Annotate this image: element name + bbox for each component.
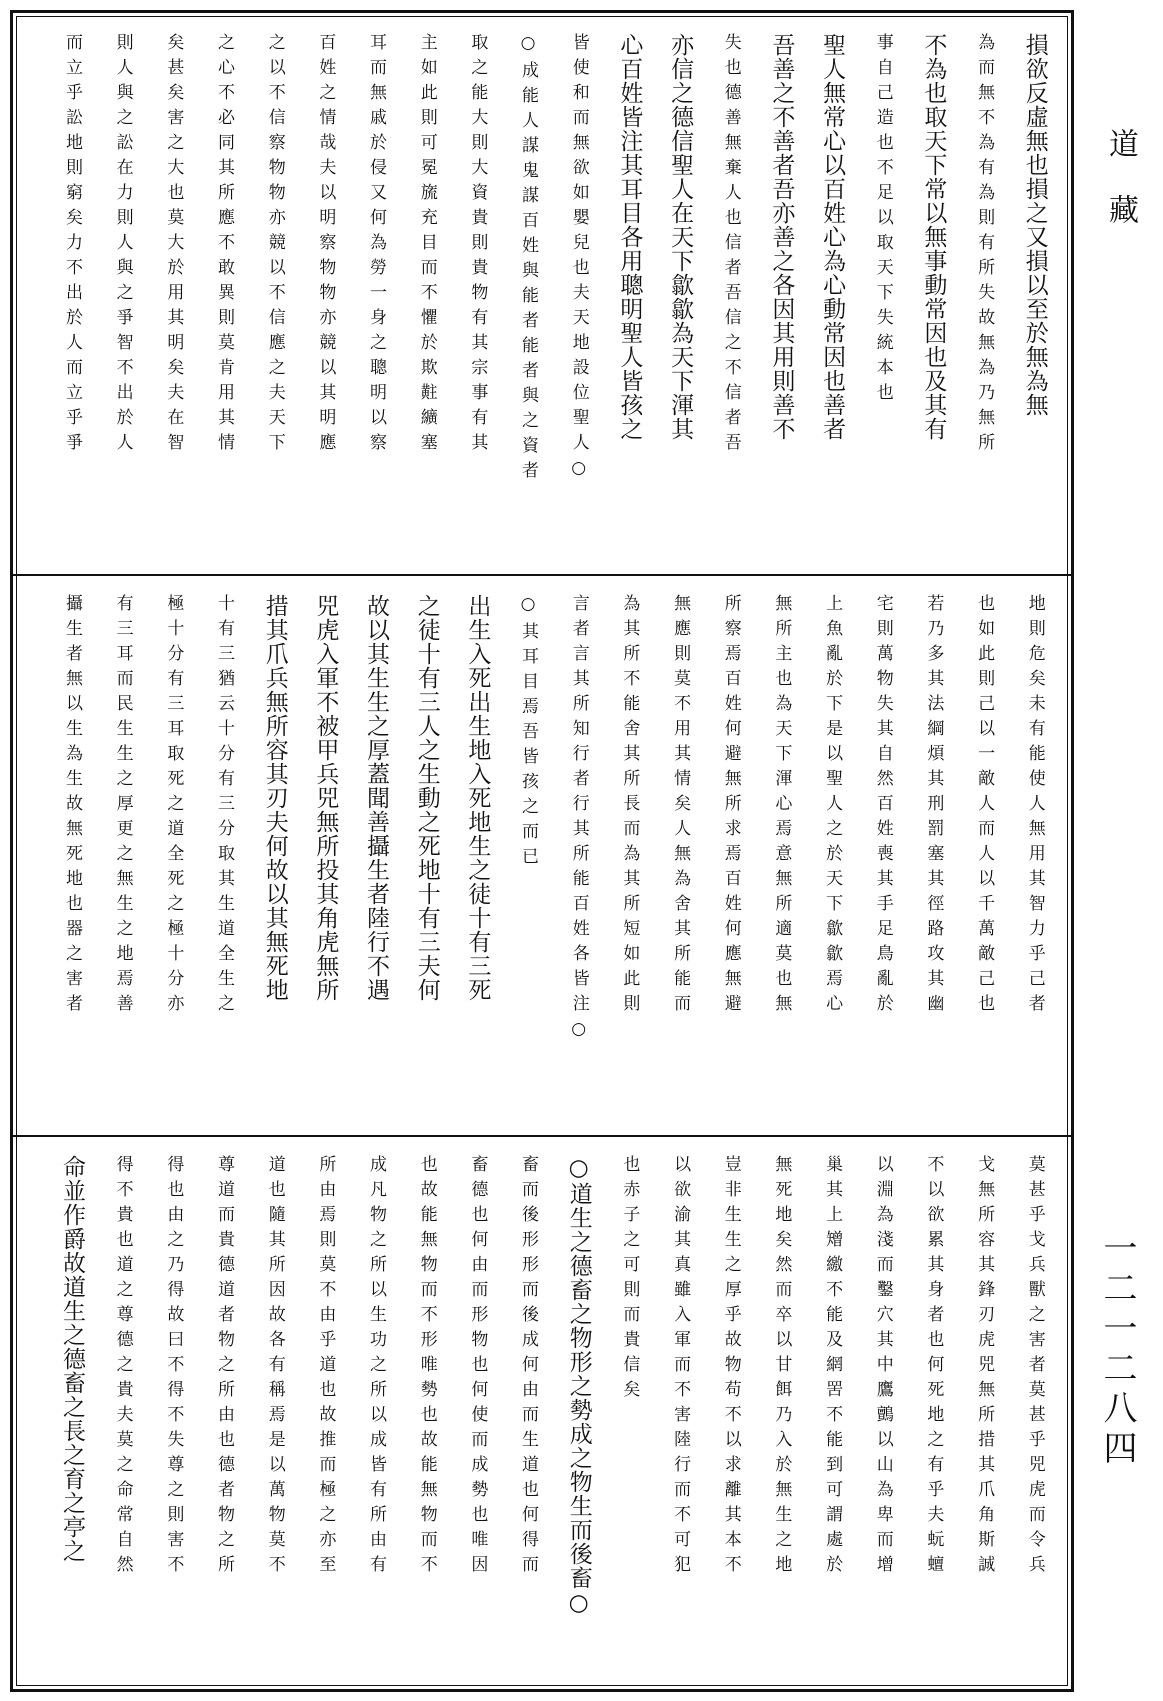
text-column: 極十分有三耳取死之道全死之極十分亦	[163, 594, 184, 1019]
text-column: ○成能人謀鬼謀百姓與能者能者與之資者	[518, 33, 539, 486]
collection-title: 道藏	[1103, 128, 1138, 260]
text-column: 也故能無物而不形唯勢也故能無物而不	[416, 1155, 437, 1580]
text-columns-bottom	[53, 1155, 1053, 1675]
text-column: 以淵為淺而鑿穴其中鷹鸇以山為卑而增	[872, 1155, 893, 1580]
text-column: 聖人無常心以百姓心為心動常因也善者	[819, 33, 846, 441]
text-column: 豈非生生之厚乎故物苟不以求離其本不	[720, 1155, 741, 1580]
text-column: 為而無不為有為則有所失故無為乃無所	[974, 33, 995, 458]
text-column: 之徒十有三人之生動之死地十有三夫何	[413, 594, 440, 1002]
text-column: 失也德善無棄人也信者吾信之不信者吾	[720, 33, 741, 458]
text-column: 無所主也為天下渾心焉意無所適莫也無	[771, 594, 792, 1019]
text-column: 為其所不能舍其所長而為其所短如此則	[619, 594, 640, 1019]
text-column: 措其爪兵無所容其刃夫何故以其無死地	[261, 594, 288, 1002]
text-column: 無死地矣然而卒以甘餌乃入於無生之地	[771, 1155, 792, 1580]
text-column: 取之能大則大資貴則貴物有其宗事有其	[467, 33, 488, 458]
text-column: 畜而後形形而後成何由而生道也何得而	[518, 1155, 539, 1580]
text-column: 也赤子之可則而貴信矣	[619, 1155, 640, 1405]
text-column: 之以不信察物物亦競以不信應之夫天下	[264, 33, 285, 458]
text-column: ○道生之德畜之物形之勢成之物生而後畜○	[565, 1155, 592, 1617]
text-columns-top	[53, 33, 1053, 560]
text-column: 巢其上矰繳不能及網罟不能到可謂處於	[822, 1155, 843, 1580]
text-column: 尊道而貴德道者物之所由也德者物之所	[214, 1155, 235, 1580]
text-column: 地則危矣未有能使人無用其智力乎己者	[1024, 594, 1045, 1019]
text-column: 皆使和而無欲如嬰兒也夫天地設位聖人○	[568, 33, 589, 486]
text-column: ○其耳目焉吾皆孩之而已	[518, 594, 539, 872]
text-column: 攝生者無以生為生故無死地也器之害者	[62, 594, 82, 1019]
text-column: 宅則萬物失其自然百姓喪其手足鳥亂於	[872, 594, 893, 1019]
text-column: 故以其生生之厚蓋聞善攝生者陸行不遇	[363, 594, 390, 1002]
text-column: 莫甚乎戈兵獸之害者莫甚乎兕虎而令兵	[1024, 1155, 1045, 1580]
text-column: 所由焉則莫不由乎道也故推而極之亦至	[315, 1155, 336, 1580]
text-column: 不以欲累其身者也何死地之有乎夫蚖蟺	[923, 1155, 944, 1580]
text-column: 也如此則己以一敵人而人以千萬敵己也	[974, 594, 995, 1019]
text-column: 而立乎訟地則窮矣力不出於人而立乎爭	[62, 33, 82, 458]
panel-bottom	[13, 1135, 1071, 1689]
text-column: 耳而無戚於侵又何為勞一身之聰明以察	[366, 33, 387, 458]
text-column: 矣甚矣害之大也莫大於用其明矣夫在智	[163, 33, 184, 458]
text-column: 吾善之不善者吾亦善之各因其用則善不	[768, 33, 795, 441]
text-column: 所察焉百姓何避無所求焉百姓何應無避	[720, 594, 741, 1019]
text-column: 則人與之訟在力則人與之爭智不出於人	[112, 33, 133, 458]
page-frame	[10, 10, 1074, 1692]
text-column: 無應則莫不用其情矣人無為舍其所能而	[670, 594, 691, 1019]
text-column: 兕虎入軍不被甲兵兕無所投其角虎無所	[312, 594, 339, 1002]
text-column: 得不貴也道之尊德之貴夫莫之命常自然	[112, 1155, 133, 1580]
text-column: 得也由之乃得故曰不得不失尊之則害不	[163, 1155, 184, 1580]
text-column: 不為也取天下常以無事動常因也及其有	[920, 33, 947, 441]
text-column: 言者言其所知行者行其所能百姓各皆注○	[568, 594, 589, 1047]
text-column: 成凡物之所以生功之所以成皆有所由有	[366, 1155, 387, 1580]
panel-top	[13, 13, 1071, 576]
text-column: 之心不必同其所應不敢異則莫肯用其情	[214, 33, 235, 458]
text-column: 命並作爵故道生之德畜之長之育之亭之	[59, 1155, 85, 1563]
text-column: 上魚亂於下是以聖人之於天下歙歙焉心	[822, 594, 843, 1019]
text-column: 損欲反虛無也損之又損以至於無為無	[1021, 33, 1048, 417]
text-column: 戈無所容其鋒刃虎兕無所措其爪角斯誠	[974, 1155, 995, 1580]
text-column: 以欲渝其真雖入軍而不害陸行而不可犯	[670, 1155, 691, 1580]
page-number: 一二一二八四	[1097, 1230, 1137, 1470]
text-columns-middle	[53, 594, 1053, 1121]
text-column: 亦信之德信聖人在天下歙歙為天下渾其	[667, 33, 694, 441]
text-column: 百姓之情哉夫以明察物物亦競以其明應	[315, 33, 336, 458]
text-column: 出生入死出生地入死地生之徒十有三死	[464, 594, 491, 1002]
text-column: 心百姓皆注其耳目各用聰明聖人皆孩之	[616, 33, 643, 441]
text-column: 若乃多其法綱煩其刑罰塞其徑路攻其幽	[923, 594, 944, 1019]
text-column: 有三耳而民生生之厚更之無生之地焉善	[112, 594, 133, 1019]
text-column: 道也隨其所因故各有稱焉是以萬物莫不	[264, 1155, 285, 1580]
text-column: 主如此則可冕旒充目而不懼於欺黈纊塞	[416, 33, 437, 458]
text-column: 事自己造也不足以取天下失統本也	[872, 33, 893, 408]
text-column: 畜德也何由而形物也何使而成勢也唯因	[467, 1155, 488, 1580]
panel-middle	[13, 574, 1071, 1137]
text-column: 十有三猶云十分有三分取其生道全生之	[214, 594, 235, 1019]
